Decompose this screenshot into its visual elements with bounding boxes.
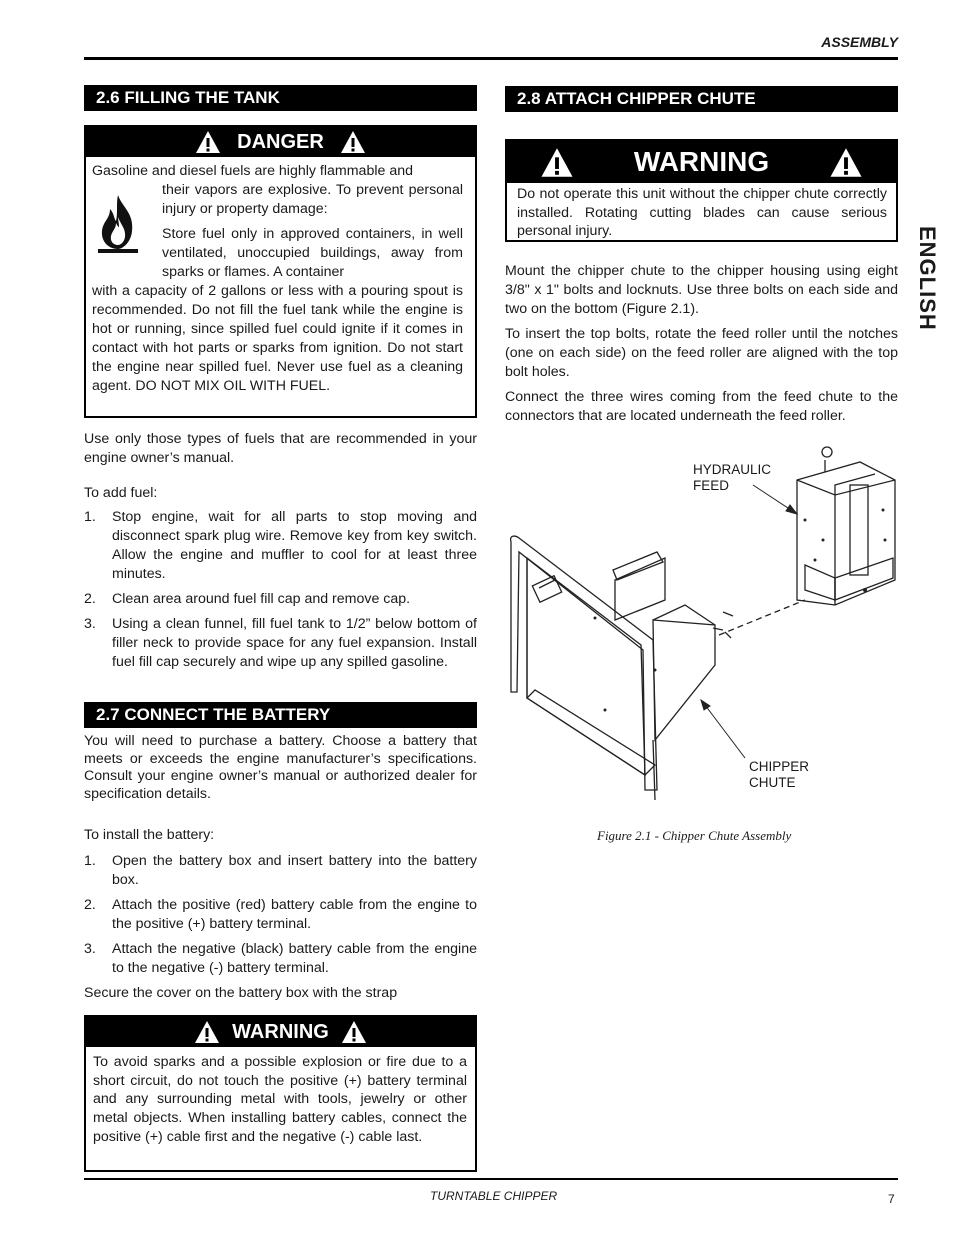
chipper-chute-drawing (505, 440, 898, 810)
callout-chipper-chute: CHIPPER CHUTE (749, 759, 810, 790)
danger-text-p3: with a capacity of 2 gallons or less with a pouring spout is recommended. Do not fill the fuel tank while the engine is hot or running, since spilled fuel could ignite if it comes in contact with hot parts or sparks from ignition. Do not start the engine near spilled fuel. Never use fuel as a cleaning agent. DO NOT MIX OIL WITH FUEL. (92, 283, 463, 394)
add-fuel-label: To add fuel: (84, 485, 158, 501)
install-battery-label: To install the battery: (84, 827, 215, 843)
warning-triangle-icon (540, 147, 574, 178)
battery-closing: Secure the cover on the battery box with the strap (84, 985, 398, 1001)
fuel-intro: Use only those types of fuels that are recommended in your engine owner’s manual. (84, 431, 477, 466)
battery-steps (84, 852, 477, 984)
list-item: 2. Clean area around fuel fill cap and remove cap. (84, 591, 411, 607)
figure-caption: Figure 2.1 - Chipper Chute Assembly (597, 828, 792, 843)
language-tab: ENGLISH (915, 226, 940, 331)
list-item: 3. Using a clean funnel, fill fuel tank to 1/2” below bottom of filler neck to provide space for any fuel expansion. Install fuel fill cap securely and wipe up any spilled gasoline. (84, 616, 477, 670)
section-heading-2-7: 2.7 CONNECT THE BATTERY (84, 702, 477, 728)
warning-bar (86, 1017, 475, 1047)
warning-triangle-icon (829, 147, 863, 178)
page-number: 7 (888, 1192, 895, 1206)
battery-warning-box (84, 1015, 477, 1172)
section-heading-2-6: 2.6 FILLING THE TANK (84, 85, 477, 111)
danger-text-p2: Store fuel only in approved containers, in well ventilated, unoccupied buildings, away from sparks or flames. A container (162, 226, 463, 280)
warning-bar (507, 141, 896, 183)
chute-para-3: Connect the three wires coming from the feed chute to the connectors that are located underneath the feed roller. (505, 389, 898, 424)
danger-title: DANGER (237, 130, 324, 153)
fuel-steps (84, 508, 477, 678)
chute-para-1: Mount the chipper chute to the chipper housing using eight 3/8" x 1" bolts and locknuts. Use three bolts on each side and two on the bottom (Figure 2.1). (505, 263, 898, 317)
danger-bar (86, 127, 475, 157)
chipper-chute-figure (505, 440, 898, 810)
battery-intro: You will need to purchase a battery. Choose a battery that meets or exceeds the engine manufacturer’s specifications. Consult your engine owner’s manual or authorized dealer for specification details. (84, 733, 477, 802)
header-rule (84, 57, 898, 60)
warning-triangle-icon (194, 1020, 220, 1044)
chute-warning-box (505, 139, 898, 242)
flame-icon (92, 181, 162, 282)
warning-triangle-icon (340, 130, 366, 154)
list-item: 1. Open the battery box and insert battery into the battery box. (84, 853, 477, 888)
danger-text-line1: Gasoline and diesel fuels are highly flammable and (92, 163, 413, 179)
chute-para-2: To insert the top bolts, rotate the feed roller until the notches (one on each side) on the feed roller are aligned with the top bolt holes. (505, 326, 898, 380)
footer-rule (84, 1178, 898, 1180)
danger-text-p1: their vapors are explosive. To prevent personal injury or property damage: (162, 182, 463, 217)
battery-warning-text: To avoid sparks and a possible explosion or fire due to a short circuit, do not touch the positive (+) battery terminal and any surrounding metal with tools, jewelry or other metal objects. When installing battery cables, connect the positive (+) cable first and the negative (-) cable last. (93, 1054, 467, 1145)
warning-triangle-icon (195, 130, 221, 154)
callout-hydraulic-feed: HYDRAULIC FEED (693, 462, 772, 493)
warning-title: WARNING (633, 146, 770, 177)
list-item: 3. Attach the negative (black) battery cable from the engine to the negative (-) battery terminal. (84, 941, 477, 976)
running-header: ASSEMBLY (821, 34, 898, 50)
danger-box (84, 125, 477, 418)
list-item: 1. Stop engine, wait for all parts to stop moving and disconnect spark plug wire. Remove key from key switch. Allow the engine and muffler to cool for at least three minutes. (84, 509, 477, 582)
warning-triangle-icon (341, 1020, 367, 1044)
section-heading-2-8: 2.8 ATTACH CHIPPER CHUTE (505, 86, 898, 112)
chute-warning-text: Do not operate this unit without the chipper chute correctly installed. Rotating cutting blades can cause serious personal injury. (517, 186, 887, 239)
footer-product: TURNTABLE CHIPPER (430, 1189, 558, 1203)
warning-title: WARNING (232, 1020, 329, 1043)
list-item: 2. Attach the positive (red) battery cable from the engine to the positive (+) battery terminal. (84, 897, 477, 932)
